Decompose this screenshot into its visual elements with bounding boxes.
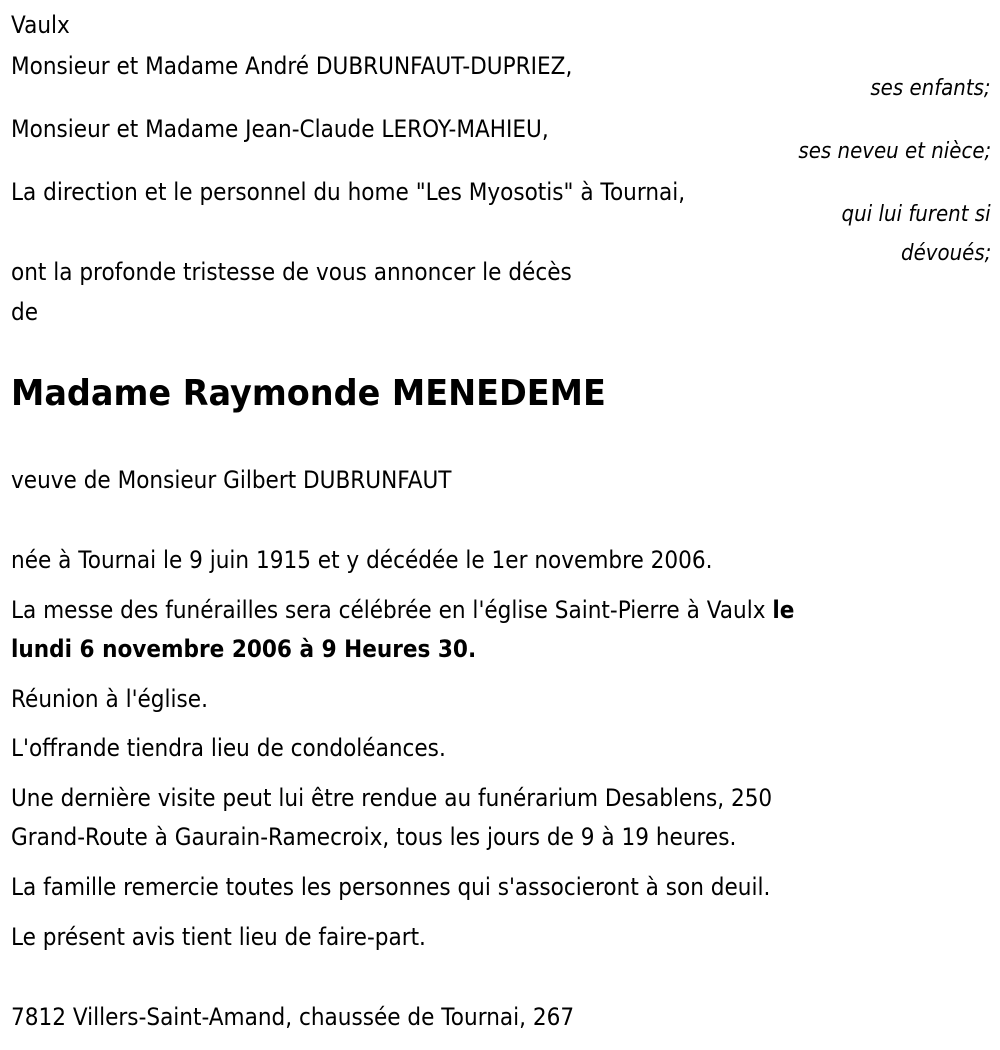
family-relation-2: ses neveu et nièce; (798, 139, 991, 164)
deceased-name: Madame Raymonde MENEDEME (11, 373, 606, 414)
meeting: Réunion à l'église. (11, 685, 208, 713)
offering: L'offrande tiendra lieu de condoléances. (11, 734, 446, 762)
family-relation-1: ses enfants; (870, 76, 991, 101)
address: 7812 Villers-Saint-Amand, chaussée de Tournai, 267 (11, 1003, 575, 1031)
announcement-line-1: ont la profonde tristesse de vous annoncer le décès (11, 258, 572, 286)
visit-line-1: Une dernière visite peut lui être rendue au funérarium Desablens, 250 (11, 784, 773, 812)
family-relation-3b: dévoués; (900, 241, 991, 266)
thanks: La famille remercie toutes les personnes qui s'associeront à son deuil. (11, 873, 771, 901)
family-relation-3a: qui lui furent si (841, 202, 991, 227)
announcement-line-2: de (11, 298, 38, 326)
family-member-2: Monsieur et Madame Jean-Claude LEROY-MAHIEU, (11, 115, 549, 143)
visit-line-2: Grand-Route à Gaurain-Ramecroix, tous les jours de 9 à 19 heures. (11, 823, 737, 851)
mass-date-start: le (772, 596, 795, 624)
mass-line-1 (11, 595, 794, 625)
notice: Le présent avis tient lieu de faire-part. (11, 923, 426, 951)
location: Vaulx (11, 11, 70, 39)
mass-date: lundi 6 novembre 2006 à 9 Heures 30. (11, 635, 477, 663)
birth-death: née à Tournai le 9 juin 1915 et y décédée le 1er novembre 2006. (11, 546, 713, 574)
widow-of: veuve de Monsieur Gilbert DUBRUNFAUT (11, 466, 452, 494)
family-member-1: Monsieur et Madame André DUBRUNFAUT-DUPRIEZ, (11, 52, 573, 80)
family-member-3: La direction et le personnel du home "Les Myosotis" à Tournai, (11, 178, 686, 206)
mass-text: La messe des funérailles sera célébrée en l'église Saint-Pierre à Vaulx (11, 596, 773, 624)
